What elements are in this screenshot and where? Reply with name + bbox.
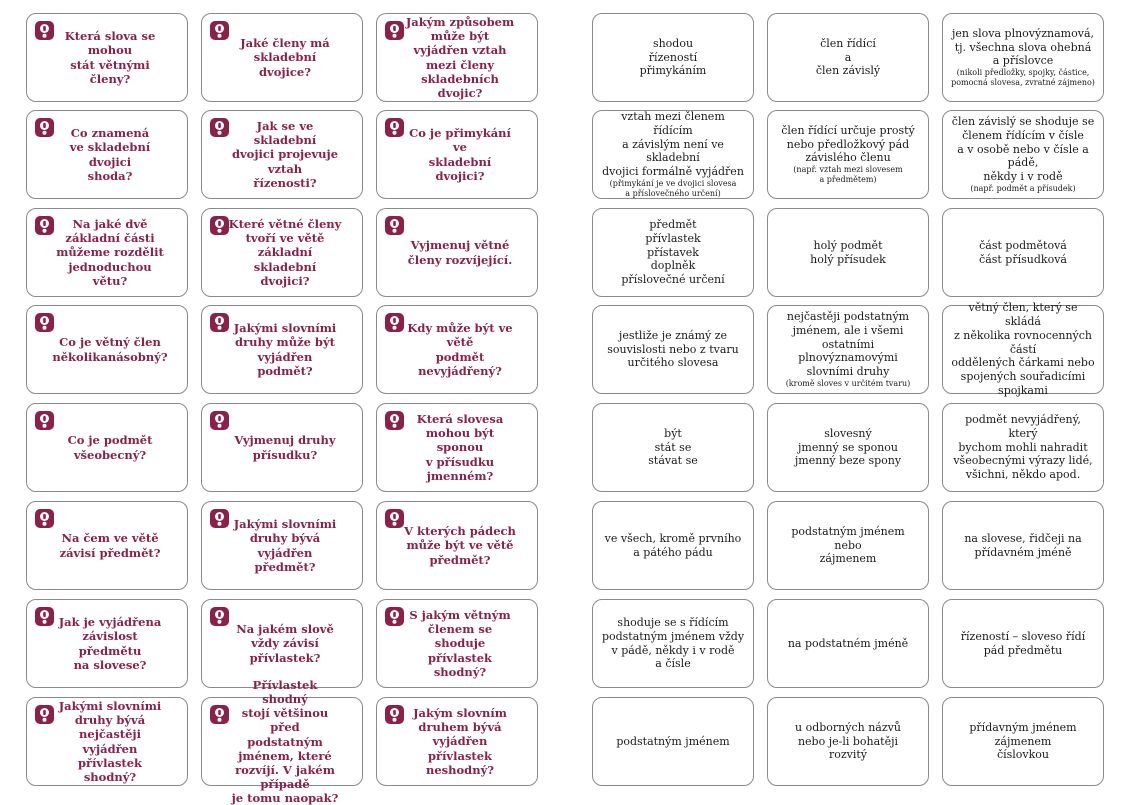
exclamation-icon [385, 411, 404, 430]
answer-card [767, 697, 929, 786]
question-text: Přívlastek shodný stojí většinou před podstatným jménem, které rozvíjí. V jakém případě je tomu naopak? [231, 678, 339, 805]
answer-text: jen slova plnovýznamová, tj. všechna slova ohebná a příslovce [951, 26, 1094, 68]
exclamation-icon [210, 607, 229, 626]
question-text: Jak se ve skladební dvojici projevuje vztah řízenosti? [231, 119, 339, 190]
question-card [26, 305, 188, 394]
question-text: Co je větný člen několikanásobný? [52, 335, 168, 364]
answer-content [808, 37, 888, 78]
answer-content [971, 239, 1075, 267]
question-text: Jaké členy má skladební dvojice? [240, 36, 330, 79]
question-card [376, 403, 538, 492]
exclamation-icon [210, 216, 229, 235]
answer-card [942, 403, 1104, 492]
exclamation-icon [210, 705, 229, 724]
exclamation-icon [385, 705, 404, 724]
exclamation-icon [210, 509, 229, 528]
answer-text: člen řídící a člen závislý [815, 36, 881, 78]
answer-note: (přimykání je ve dvojici slovesa a příslovečného určení) [609, 178, 737, 198]
question-card [26, 13, 188, 102]
question-text: Jakými slovními druhy bývá nejčastěji vyjádřen přívlastek shodný? [58, 699, 162, 784]
question-text: Co je podmět všeobecný? [67, 433, 153, 462]
question-text: Které větné členy tvoří ve větě základní skladební dvojici? [228, 217, 342, 288]
answer-content [953, 630, 1093, 658]
answer-content [961, 721, 1084, 762]
answer-card [942, 501, 1104, 590]
exclamation-icon [210, 313, 229, 332]
answer-text: předmět přívlastek přístavek doplněk příslovečné určení [621, 218, 725, 287]
answer-content [594, 616, 752, 671]
answer-text: jestliže je známý ze souvislosti nebo z tvaru určitého slovesa [607, 328, 739, 370]
question-text: Která slovesa mohou být sponou v přísudku jmenném? [416, 412, 504, 483]
question-card [201, 501, 363, 590]
question-card [376, 697, 538, 786]
question-text: Co znamená ve skladební dvojici shoda? [69, 126, 151, 183]
answer-card [592, 208, 754, 297]
answer-card [592, 501, 754, 590]
answer-text: větný člen, který se skládá z několika rovnocenných částí oddělených čárkami nebo spojených souřadicími spojkami [951, 301, 1095, 397]
answer-card [592, 110, 754, 199]
answer-text: ve všech, kromě prvního a pátého pádu [604, 531, 742, 559]
answer-text: holý podmět holý přísudek [810, 238, 886, 266]
answer-text: na slovese, řidčeji na přídavném jméně [964, 531, 1082, 559]
exclamation-icon [210, 21, 229, 40]
answer-content [608, 735, 737, 749]
answer-card [767, 599, 929, 688]
answer-content [787, 721, 909, 762]
answer-content [640, 427, 705, 468]
answer-text: na podstatném jméně [787, 636, 909, 650]
question-text: Co je přimykání ve skladební dvojici? [409, 126, 511, 183]
answer-content [787, 427, 909, 468]
question-card [26, 403, 188, 492]
answer-content [768, 310, 928, 389]
exclamation-icon [35, 607, 54, 626]
question-card [26, 501, 188, 590]
answer-card [767, 110, 929, 199]
answer-text: shodou řízeností přimykáním [639, 36, 707, 78]
question-text: Vyjmenuj větné členy rozvíjející. [407, 238, 513, 267]
answer-card [942, 208, 1104, 297]
answer-text: slovesný jmenný se sponou jmenný beze spony [794, 426, 902, 468]
question-card [26, 697, 188, 786]
exclamation-icon [385, 118, 404, 137]
answer-text: podstatným jménem [616, 734, 730, 748]
answer-content [956, 532, 1089, 560]
answer-card [767, 501, 929, 590]
answer-note: (kromě sloves v určitém tvaru) [785, 378, 911, 388]
answer-card [942, 599, 1104, 688]
question-card [201, 305, 363, 394]
answer-text: člen závislý se shoduje se členem řídícím v čísle a v osobě nebo v čísle a pádě, někdy i v rodě [951, 115, 1095, 184]
exclamation-icon [35, 705, 54, 724]
answer-note: (např. vztah mezi slovesem a předmětem) [793, 165, 903, 185]
exclamation-icon [35, 509, 54, 528]
exclamation-icon [210, 411, 229, 430]
answer-text: shoduje se s řídícím podstatným jménem vždy v pádě, někdy i v rodě a čísle [601, 616, 745, 671]
answer-card [592, 13, 754, 102]
question-card [201, 13, 363, 102]
question-card [376, 208, 538, 297]
exclamation-icon [385, 509, 404, 528]
question-card [26, 599, 188, 688]
question-text: Na jakém slově vždy závisí přívlastek? [236, 622, 334, 665]
answer-card [767, 305, 929, 394]
answer-content [599, 329, 747, 370]
exclamation-icon [385, 607, 404, 626]
answer-text: podmět nevyjádřený, který bychom mohli nahradit všeobecnými výrazy lidé, všichni, někdo apod. [953, 413, 1093, 482]
question-text: Jak je vyjádřena závislost předmětu na slovese? [58, 615, 162, 672]
answer-card [942, 13, 1104, 102]
answer-text: podstatným jménem nebo zájmenem [791, 524, 905, 566]
answer-text: být stát se stávat se [648, 426, 698, 468]
question-card [201, 678, 363, 805]
question-card [26, 208, 188, 297]
answer-content [613, 218, 732, 287]
answer-content [773, 124, 923, 185]
question-card [201, 403, 363, 492]
question-card [201, 599, 363, 688]
answer-text: nejčastěji podstatným jménem, ale i všemi ostatními plnovýznamovými slovními druhy [786, 310, 910, 379]
exclamation-icon [385, 216, 404, 235]
exclamation-icon [35, 118, 54, 137]
question-card [201, 208, 363, 297]
answer-text: člen řídící určuje prostý nebo předložkový pád závislého členu [781, 123, 915, 165]
answer-content [943, 413, 1103, 482]
answer-card [942, 110, 1104, 199]
question-text: V kterých pádech může být ve větě předmět? [404, 524, 516, 567]
answer-content [943, 115, 1103, 194]
question-text: Na čem ve větě závisí předmět? [59, 531, 161, 560]
exclamation-icon [35, 411, 54, 430]
answer-content [597, 532, 750, 560]
answer-card [592, 305, 754, 394]
answer-text: vztah mezi členem řídícím a závislým není ve skladební dvojici formálně vyjádřen [602, 110, 744, 179]
question-card [26, 110, 188, 199]
question-text: Vyjmenuj druhy přísudku? [234, 433, 336, 462]
exclamation-icon [35, 313, 54, 332]
answer-note: (nikoli předložky, spojky, částice, pomocná slovesa, zvratné zájmeno) [951, 68, 1095, 88]
question-card [376, 599, 538, 688]
answer-card [592, 403, 754, 492]
answer-card [942, 301, 1104, 397]
question-text: S jakým větným členem se shoduje přívlastek shodný? [409, 608, 511, 679]
answer-card [592, 599, 754, 688]
exclamation-icon [385, 313, 404, 332]
question-text: Jakým způsobem může být vyjádřen vztah mezi členy skladebních dvojic? [405, 15, 515, 100]
question-card [376, 501, 538, 590]
answer-card [767, 13, 929, 102]
question-text: Na jaké dvě základní části můžeme rozdělit jednoduchou větu? [56, 217, 164, 288]
answer-card [592, 697, 754, 786]
answer-text: u odborných názvů nebo je-li bohatěji rozvitý [795, 720, 901, 762]
answer-note: (např. podmět a přísudek) [970, 183, 1076, 193]
exclamation-icon [35, 216, 54, 235]
answer-text: přídavným jménem zájmenem číslovkou [969, 720, 1077, 762]
answer-content [943, 27, 1103, 88]
answer-text: řízeností – sloveso řídí pád předmětu [960, 629, 1086, 657]
question-text: Jakým slovním druhem bývá vyjádřen přívlastek neshodný? [413, 706, 507, 777]
exclamation-icon [35, 21, 54, 40]
question-text: Kdy může být ve větě podmět nevyjádřený? [407, 321, 513, 378]
answer-content [632, 37, 715, 78]
answer-text: část podmětová část přísudková [979, 238, 1067, 266]
answer-content [780, 637, 916, 651]
question-text: Která slova se mohou stát větnými členy? [64, 29, 156, 86]
exclamation-icon [210, 118, 229, 137]
answer-content [943, 301, 1103, 397]
question-card [376, 110, 538, 199]
answer-content [593, 110, 753, 199]
answer-content [802, 239, 894, 267]
question-card [201, 110, 363, 199]
question-card [376, 305, 538, 394]
exclamation-icon [385, 21, 404, 40]
answer-card [767, 403, 929, 492]
question-card [376, 13, 538, 102]
question-text: Jakými slovními druhy může být vyjádřen podmět? [233, 321, 337, 378]
answer-card [767, 208, 929, 297]
question-text: Jakými slovními druhy bývá vyjádřen předmět? [233, 517, 337, 574]
answer-card [942, 697, 1104, 786]
answer-content [768, 525, 928, 566]
